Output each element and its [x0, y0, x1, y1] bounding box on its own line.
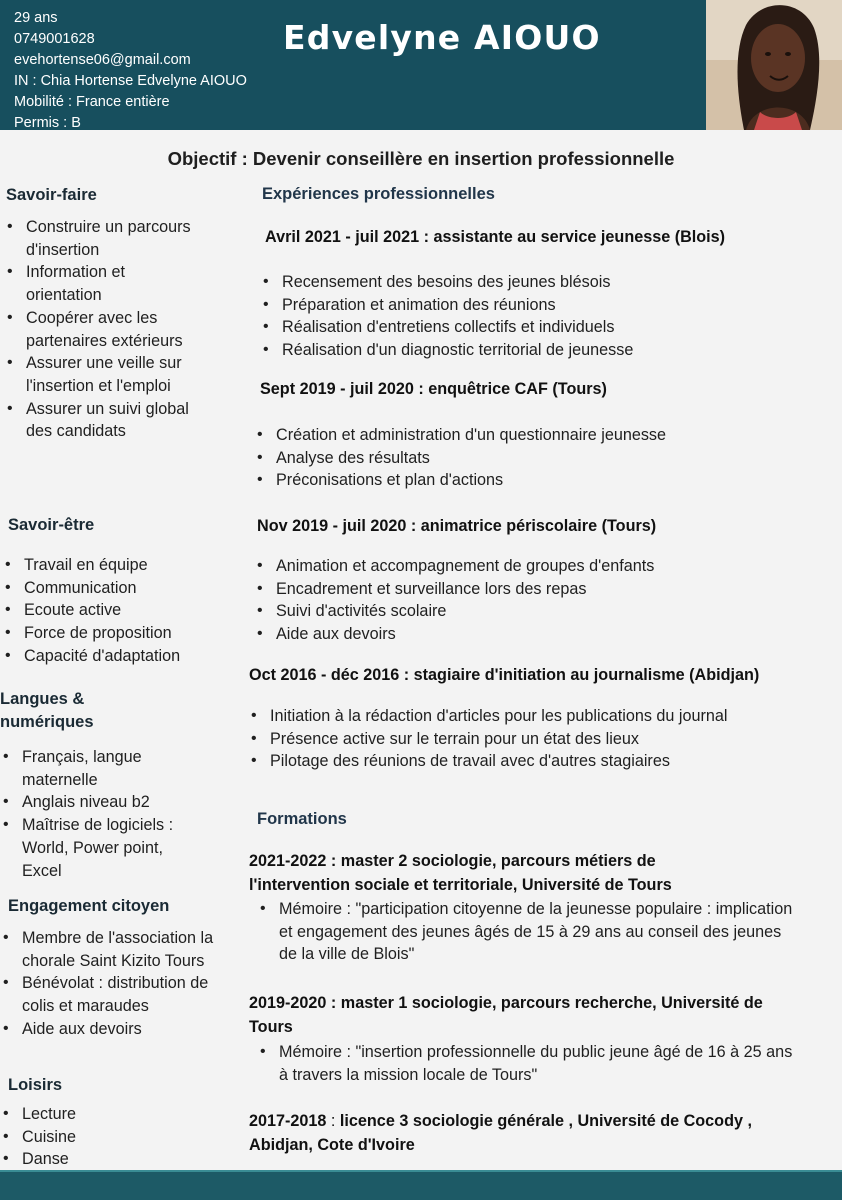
contact-info: [14, 8, 247, 133]
contact-linkedin: IN : Chia Hortense Edvelyne AIOUO: [14, 72, 247, 89]
experiences-title: Expériences professionnelles: [262, 185, 495, 203]
list-item: • Pilotage des réunions de travail avec d'autres stagiaires: [246, 750, 826, 773]
langues-title: Langues & numériques: [0, 690, 94, 731]
list-item: • Cuisine: [0, 1126, 198, 1149]
list-item: • Réalisation d'entretiens collectifs et individuels: [258, 316, 818, 339]
list-item: • Création et administration d'un questionnaire jeunesse: [252, 424, 812, 447]
list-item: • Animation et accompagnement de groupes d'enfants: [252, 555, 812, 578]
formation-title: 2019-2020 : master 1 sociologie, parcours recherche, Université de Tours: [249, 994, 763, 1036]
savoir-etre-title: Savoir-être: [8, 516, 95, 534]
list-item: • Suivi d'activités scolaire: [252, 600, 812, 623]
formations-title: Formations: [257, 810, 347, 828]
job-tasks-list: [252, 555, 812, 646]
list-item: • Réalisation d'un diagnostic territorial de jeunesse: [258, 339, 818, 362]
list-item: • Aide aux devoirs: [252, 623, 812, 646]
list-item: • Encadrement et surveillance lors des repas: [252, 578, 812, 601]
list-item: • Membre de l'association la chorale Saint Kizito Tours: [0, 927, 223, 972]
contact-phone: 0749001628: [14, 30, 95, 47]
savoir-etre-list: [0, 554, 230, 668]
profile-photo-illustration: [706, 0, 842, 130]
list-item: • Présence active sur le terrain pour un état des lieux: [246, 728, 826, 751]
engagement-title: Engagement citoyen: [8, 897, 170, 915]
formation-degree: licence 3 sociologie générale , Université de Cocody , Abidjan, Cote d'Ivoire: [249, 1112, 752, 1154]
candidate-name: Edvelyne AIOUO: [283, 18, 601, 57]
list-item: • Capacité d'adaptation: [0, 645, 230, 668]
list-item: • Préparation et animation des réunions: [258, 294, 818, 317]
formation-title: [249, 1110, 804, 1157]
job-tasks-list: [258, 271, 818, 362]
engagement-list: [0, 927, 223, 1041]
contact-license: Permis : B: [14, 114, 81, 131]
list-item: • Bénévolat : distribution de colis et maraudes: [0, 972, 223, 1017]
list-item: • Assurer un suivi global des candidats: [2, 398, 202, 443]
list-item: • Français, langue maternelle: [0, 746, 203, 791]
list-item: • Travail en équipe: [0, 554, 230, 577]
list-item: • Préconisations et plan d'actions: [252, 469, 812, 492]
contact-email: evehortense06@gmail.com: [14, 51, 191, 68]
profile-photo: [706, 0, 842, 130]
footer-banner: [0, 1172, 842, 1200]
list-item: • Communication: [0, 577, 230, 600]
objective-title: Objectif : Devenir conseillère en insertion professionnelle: [167, 148, 675, 169]
formation-title: 2021-2022 : master 2 sociologie, parcours métiers de l'intervention sociale et territoriale, Université de Tours: [249, 852, 672, 894]
job-title: Oct 2016 - déc 2016 : stagiaire d'initiation au journalisme (Abidjan): [249, 666, 760, 684]
formation-years: 2017-2018: [249, 1112, 327, 1130]
list-item: • Information et orientation: [2, 261, 202, 306]
savoir-faire-list: [2, 216, 202, 443]
formation-separator: :: [326, 1112, 340, 1130]
formation-details-list: [255, 898, 795, 966]
list-item: • Analyse des résultats: [252, 447, 812, 470]
list-item: • Recensement des besoins des jeunes blésois: [258, 271, 818, 294]
list-item: • Maîtrise de logiciels : World, Power point, Excel: [0, 814, 203, 882]
job-tasks-list: [246, 705, 826, 773]
contact-age: 29 ans: [14, 10, 58, 26]
langues-list: [0, 746, 203, 882]
list-item: • Assurer une veille sur l'insertion et l'emploi: [2, 352, 202, 397]
contact-mobility: Mobilité : France entière: [14, 93, 170, 110]
loisirs-title: Loisirs: [8, 1076, 63, 1094]
job-title: Nov 2019 - juil 2020 : animatrice périscolaire (Tours): [257, 517, 657, 535]
job-title: Sept 2019 - juil 2020 : enquêtrice CAF (Tours): [260, 380, 607, 398]
formation-details-list: [255, 1041, 800, 1086]
list-item: • Ecoute active: [0, 599, 230, 622]
list-item: • Aide aux devoirs: [0, 1018, 223, 1041]
list-item: • Mémoire : "insertion professionnelle du public jeune âgé de 16 à 25 ans à travers la mission locale de Tours": [255, 1041, 800, 1086]
list-item: • Anglais niveau b2: [0, 791, 203, 814]
savoir-faire-title: Savoir-faire: [6, 186, 97, 204]
list-item: • Force de proposition: [0, 622, 230, 645]
list-item: • Initiation à la rédaction d'articles pour les publications du journal: [246, 705, 826, 728]
list-item: • Lecture: [0, 1103, 198, 1126]
loisirs-list: [0, 1103, 198, 1171]
list-item: • Coopérer avec les partenaires extérieurs: [2, 307, 202, 352]
list-item: • Mémoire : "participation citoyenne de la jeunesse populaire : implication et engagement des jeunes âgés de 15 à 29 ans au conseil des jeunes de la ville de Blois": [255, 898, 795, 966]
list-item: • Danse: [0, 1148, 198, 1171]
list-item: • Construire un parcours d'insertion: [2, 216, 202, 261]
job-title: Avril 2021 - juil 2021 : assistante au service jeunesse (Blois): [265, 228, 726, 246]
job-tasks-list: [252, 424, 812, 492]
